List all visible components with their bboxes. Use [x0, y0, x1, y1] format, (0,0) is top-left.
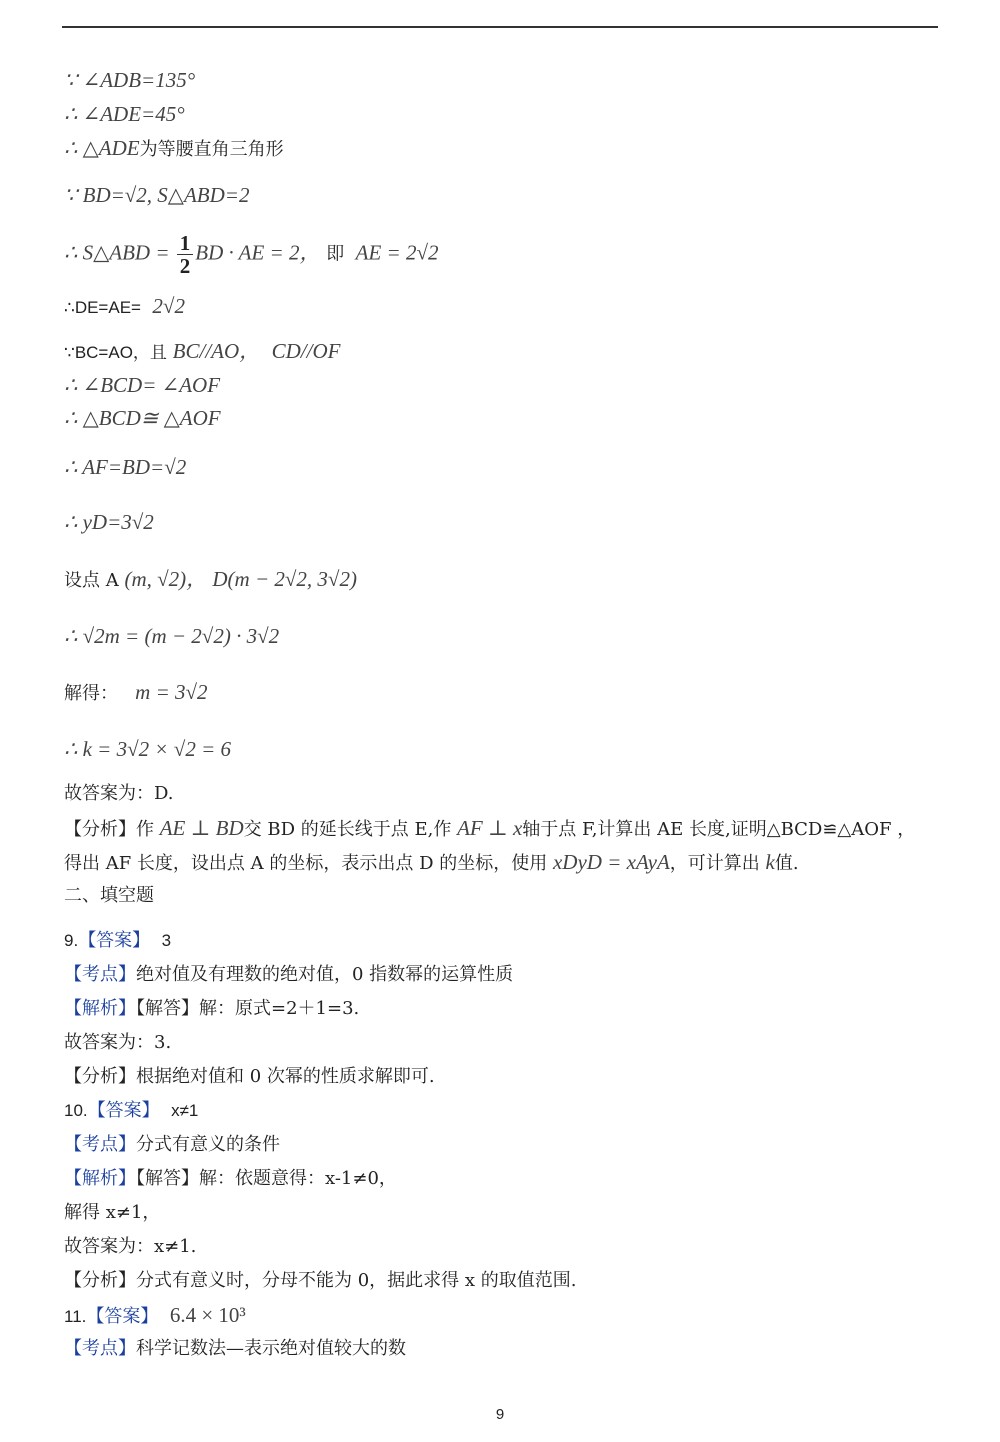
line-af-bd: ∴ AF=BD=√2 [64, 455, 187, 479]
line-equation: ∴ √2m = (m − 2√2) · 3√2 [64, 624, 280, 648]
line-triangle-ade: ∴ △ADE为等腰直角三角形 [64, 136, 284, 160]
answer-d: 故答案为：D. [64, 783, 174, 804]
q9-solution: 【解析】【解答】解：原式=2＋1=3. [64, 998, 360, 1019]
q10-solution: 【解析】【解答】解：依题意得：x-1≠0， [64, 1168, 397, 1189]
q9-knowledge-point: 【考点】绝对值及有理数的绝对值，0 指数幂的运算性质 [64, 964, 514, 985]
q9-final: 故答案为：3. [64, 1032, 172, 1053]
line-congruent: ∴ △BCD≅ △AOF [64, 406, 221, 430]
line-de-ae: ∴DE=AE= 2√2 [64, 294, 185, 318]
q9-answer: 9.【答案】 3 [64, 930, 172, 951]
q10-analysis: 【分析】分式有意义时，分母不能为 0，据此求得 x 的取值范围. [64, 1270, 577, 1291]
page-number: 9 [495, 1406, 505, 1423]
header-rule [62, 26, 938, 28]
analysis-q8-line1: 【分析】作 AE ⊥ BD交 BD 的延长线于点 E,作 AF ⊥ x轴于点 F,计算出 AE 长度,证明△BCD≌△AOF ， [64, 816, 916, 840]
line-bd-area: ∵ BD=√2, S△ABD=2 [64, 183, 250, 207]
line-bc-ao: ∵BC=AO，且 BC//AO， CD//OF [64, 339, 341, 363]
line-solve-m: 解得： m = 3√2 [64, 680, 208, 704]
q10-solution-2: 解得 x≠1， [64, 1202, 161, 1223]
q9-analysis: 【分析】根据绝对值和 0 次幂的性质求解即可. [64, 1066, 435, 1087]
q10-final: 故答案为：x≠1. [64, 1236, 197, 1257]
q11-knowledge-point: 【考点】科学记数法—表示绝对值较大的数 [64, 1338, 406, 1359]
line-angle-bcd: ∴ ∠BCD= ∠AOF [64, 373, 221, 397]
line-set-points: 设点 A (m, √2)， D(m − 2√2, 3√2) [64, 567, 357, 591]
line-angle-adb: ∵ ∠ADB=135° [64, 68, 196, 92]
line-k-value: ∴ k = 3√2 × √2 = 6 [64, 737, 231, 761]
analysis-q8-line2: 得出 AF 长度，设出点 A 的坐标，表示出点 D 的坐标，使用 xDyD = xAyA，可计算出 k值. [64, 850, 799, 874]
fraction-half: $\frac{1}{2}$ [177, 232, 194, 277]
line-yd: ∴ yD=3√2 [64, 510, 154, 534]
q11-answer: 11.【答案】 6.4 × 10³ [64, 1303, 246, 1327]
section-fill-blank: 二、填空题 [64, 885, 154, 906]
q10-answer: 10.【答案】 x≠1 [64, 1100, 199, 1121]
q10-knowledge-point: 【考点】分式有意义的条件 [64, 1134, 280, 1155]
line-angle-ade: ∴ ∠ADE=45° [64, 102, 185, 126]
line-area-formula: ∴ S△ABD = $\frac{1}{2}$ BD · AE = 2， 即 AE = 2√2 [64, 231, 439, 278]
